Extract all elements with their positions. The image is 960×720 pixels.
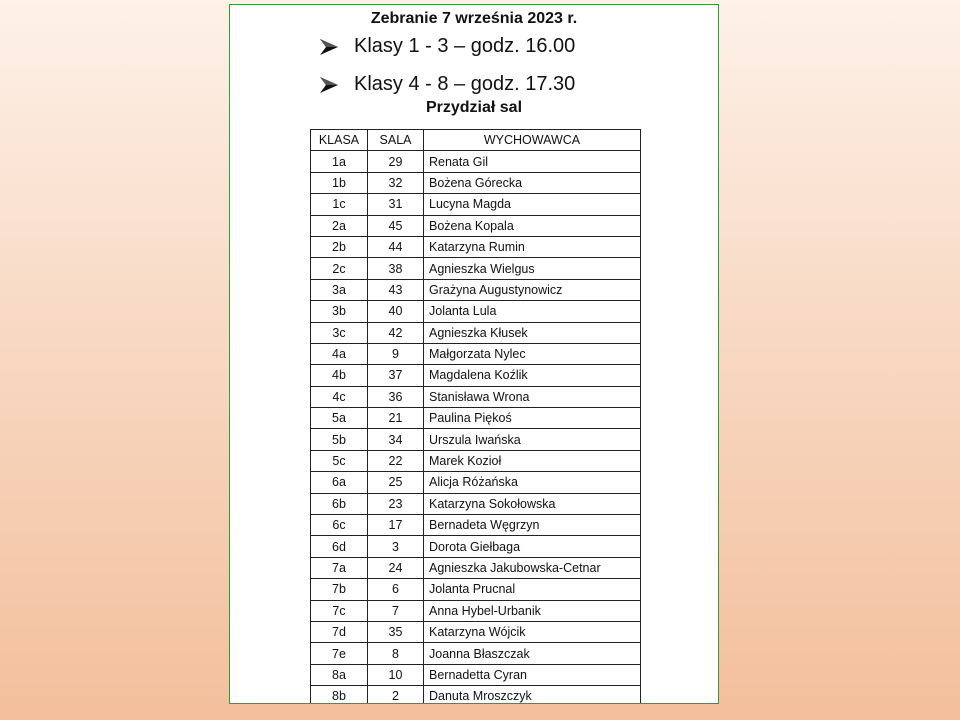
table-row xyxy=(311,258,641,279)
table-row xyxy=(311,429,641,450)
cell-klasa: 4a xyxy=(311,343,368,364)
table-row xyxy=(311,343,641,364)
table-body xyxy=(311,151,641,704)
cell-wychowawca: Magdalena Koźlik xyxy=(424,365,641,386)
cell-klasa: 3b xyxy=(311,301,368,322)
cell-wychowawca: Małgorzata Nylec xyxy=(424,343,641,364)
column-header-klasa: KLASA xyxy=(311,130,368,151)
cell-klasa: 8a xyxy=(311,664,368,685)
table-row xyxy=(311,194,641,215)
cell-sala: 3 xyxy=(368,536,424,557)
cell-klasa: 7c xyxy=(311,600,368,621)
cell-wychowawca: Dorota Giełbaga xyxy=(424,536,641,557)
cell-sala: 43 xyxy=(368,279,424,300)
table-row xyxy=(311,215,641,236)
cell-sala: 21 xyxy=(368,408,424,429)
cell-sala: 37 xyxy=(368,365,424,386)
schedule-item-2 xyxy=(318,73,575,96)
table-header-row xyxy=(311,130,641,151)
cell-wychowawca: Danuta Mroszczyk xyxy=(424,686,641,704)
table-row xyxy=(311,600,641,621)
table-row xyxy=(311,172,641,193)
cell-wychowawca: Marek Kozioł xyxy=(424,450,641,471)
table-row xyxy=(311,515,641,536)
cell-klasa: 2a xyxy=(311,215,368,236)
cell-klasa: 1c xyxy=(311,194,368,215)
cell-sala: 7 xyxy=(368,600,424,621)
cell-sala: 36 xyxy=(368,386,424,407)
table-row xyxy=(311,279,641,300)
cell-wychowawca: Alicja Różańska xyxy=(424,472,641,493)
cell-klasa: 4b xyxy=(311,365,368,386)
table-row xyxy=(311,493,641,514)
page-title: Zebranie 7 września 2023 r. xyxy=(370,10,578,27)
table-row xyxy=(311,686,641,704)
cell-sala: 25 xyxy=(368,472,424,493)
cell-wychowawca: Renata Gil xyxy=(424,151,641,172)
schedule-item-1 xyxy=(318,35,575,58)
cell-sala: 17 xyxy=(368,515,424,536)
cell-wychowawca: Agnieszka Kłusek xyxy=(424,322,641,343)
document-page xyxy=(229,4,719,704)
cell-klasa: 8b xyxy=(311,686,368,704)
cell-klasa: 3c xyxy=(311,322,368,343)
cell-wychowawca: Urszula Iwańska xyxy=(424,429,641,450)
cell-wychowawca: Katarzyna Wójcik xyxy=(424,621,641,642)
cell-wychowawca: Jolanta Lula xyxy=(424,301,641,322)
table-row xyxy=(311,450,641,471)
table-row xyxy=(311,301,641,322)
cell-wychowawca: Joanna Błaszczak xyxy=(424,643,641,664)
cell-klasa: 1b xyxy=(311,172,368,193)
cell-klasa: 7e xyxy=(311,643,368,664)
cell-klasa: 7b xyxy=(311,579,368,600)
cell-sala: 2 xyxy=(368,686,424,704)
cell-wychowawca: Agnieszka Jakubowska-Cetnar xyxy=(424,557,641,578)
table-row xyxy=(311,365,641,386)
table-row xyxy=(311,322,641,343)
arrow-bullet-icon xyxy=(318,75,340,95)
cell-sala: 9 xyxy=(368,343,424,364)
cell-sala: 42 xyxy=(368,322,424,343)
cell-wychowawca: Grażyna Augustynowicz xyxy=(424,279,641,300)
table-row xyxy=(311,151,641,172)
cell-sala: 45 xyxy=(368,215,424,236)
table-row xyxy=(311,536,641,557)
cell-wychowawca: Lucyna Magda xyxy=(424,194,641,215)
cell-klasa: 6d xyxy=(311,536,368,557)
table-row xyxy=(311,408,641,429)
cell-wychowawca: Agnieszka Wielgus xyxy=(424,258,641,279)
cell-wychowawca: Bernadetta Cyran xyxy=(424,664,641,685)
arrow-bullet-icon xyxy=(318,37,340,57)
room-assignment-table xyxy=(310,129,641,704)
cell-klasa: 7a xyxy=(311,557,368,578)
table-row xyxy=(311,386,641,407)
column-header-sala: SALA xyxy=(368,130,424,151)
cell-wychowawca: Paulina Piękoś xyxy=(424,408,641,429)
cell-sala: 35 xyxy=(368,621,424,642)
column-header-wychowawca: WYCHOWAWCA xyxy=(424,130,641,151)
table-row xyxy=(311,643,641,664)
table-row xyxy=(311,621,641,642)
cell-sala: 10 xyxy=(368,664,424,685)
table-row xyxy=(311,472,641,493)
section-heading: Przydział sal xyxy=(425,99,523,116)
cell-sala: 8 xyxy=(368,643,424,664)
cell-wychowawca: Bernadeta Węgrzyn xyxy=(424,515,641,536)
cell-sala: 34 xyxy=(368,429,424,450)
cell-klasa: 5a xyxy=(311,408,368,429)
cell-klasa: 5b xyxy=(311,429,368,450)
cell-klasa: 7d xyxy=(311,621,368,642)
cell-klasa: 1a xyxy=(311,151,368,172)
cell-wychowawca: Stanisława Wrona xyxy=(424,386,641,407)
schedule-item-label: Klasy 4 - 8 – godz. 17.30 xyxy=(354,73,576,95)
cell-klasa: 6c xyxy=(311,515,368,536)
table-row xyxy=(311,236,641,257)
cell-wychowawca: Katarzyna Rumin xyxy=(424,236,641,257)
cell-klasa: 6b xyxy=(311,493,368,514)
table-row xyxy=(311,664,641,685)
cell-sala: 24 xyxy=(368,557,424,578)
cell-wychowawca: Bożena Kopala xyxy=(424,215,641,236)
cell-sala: 44 xyxy=(368,236,424,257)
cell-klasa: 3a xyxy=(311,279,368,300)
cell-sala: 40 xyxy=(368,301,424,322)
cell-wychowawca: Jolanta Prucnal xyxy=(424,579,641,600)
cell-klasa: 6a xyxy=(311,472,368,493)
cell-klasa: 5c xyxy=(311,450,368,471)
cell-sala: 38 xyxy=(368,258,424,279)
table-row xyxy=(311,557,641,578)
cell-sala: 29 xyxy=(368,151,424,172)
cell-wychowawca: Bożena Górecka xyxy=(424,172,641,193)
cell-wychowawca: Anna Hybel-Urbanik xyxy=(424,600,641,621)
schedule-item-label: Klasy 1 - 3 – godz. 16.00 xyxy=(354,35,576,57)
cell-sala: 32 xyxy=(368,172,424,193)
cell-wychowawca: Katarzyna Sokołowska xyxy=(424,493,641,514)
cell-sala: 31 xyxy=(368,194,424,215)
cell-sala: 22 xyxy=(368,450,424,471)
cell-sala: 23 xyxy=(368,493,424,514)
cell-klasa: 2b xyxy=(311,236,368,257)
cell-sala: 6 xyxy=(368,579,424,600)
cell-klasa: 2c xyxy=(311,258,368,279)
cell-klasa: 4c xyxy=(311,386,368,407)
table-row xyxy=(311,579,641,600)
